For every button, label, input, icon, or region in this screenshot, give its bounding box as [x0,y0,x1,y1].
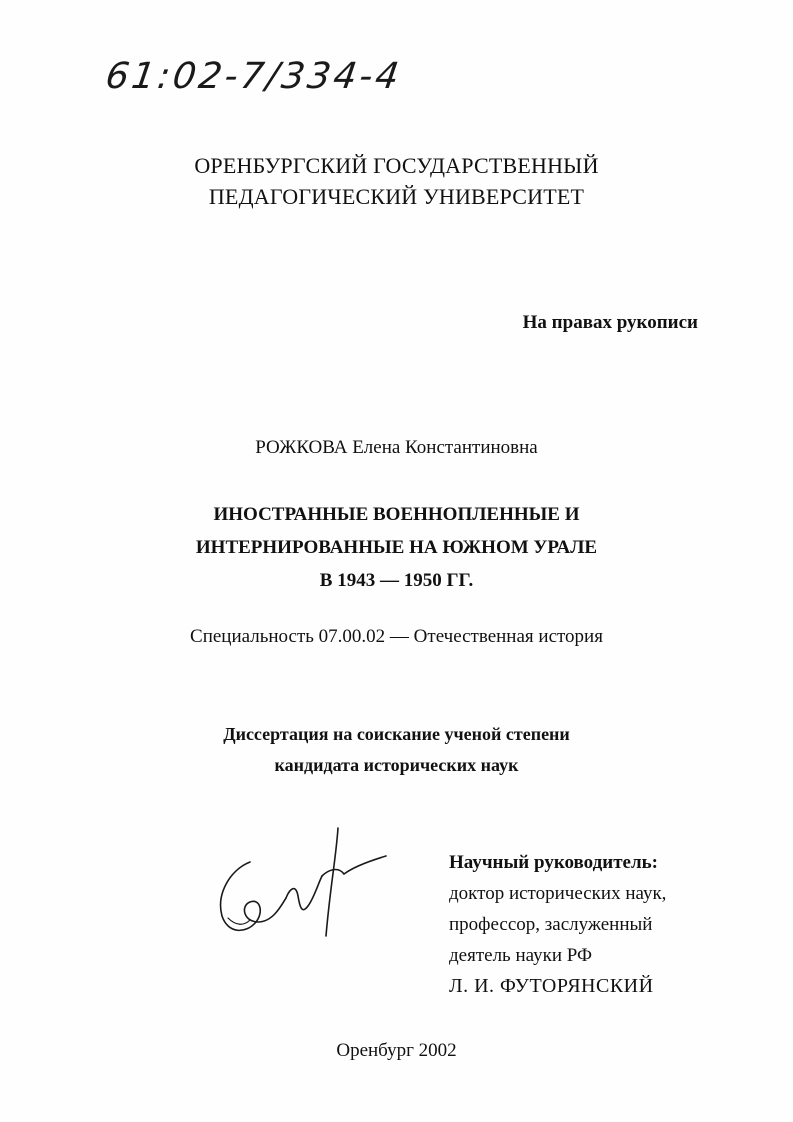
supervisor-name: Л. И. ФУТОРЯНСКИЙ [449,975,654,997]
institution-name [0,150,793,212]
specialty-line: Специальность 07.00.02 — Отечественная история [190,626,603,647]
author-name: РОЖКОВА Елена Константиновна [255,437,538,458]
degree-line-2: кандидата исторических наук [274,755,519,775]
supervisor-degree: доктор исторических наук, [449,883,667,904]
degree-statement [0,719,793,781]
title-line-2: ИНТЕРНИРОВАННЫЕ НА ЮЖНОМ УРАЛЕ [195,537,598,558]
supervisor-block [449,847,666,1002]
title-line-3: В 1943 — 1950 ГГ. [319,570,474,591]
institution-line-2: ПЕДАГОГИЧЕСКИЙ УНИВЕРСИТЕТ [208,184,585,209]
signature-stroke-middle [286,876,322,910]
manuscript-rights-note: На правах рукописи [522,312,698,333]
title-line-1: ИНОСТРАННЫЕ ВОЕННОПЛЕННЫЕ И [213,504,580,525]
signature-stroke-tail [322,856,386,876]
supervisor-honor: деятель науки РФ [449,945,593,966]
signature-image [210,818,400,948]
signature-stroke-underline [228,918,250,924]
supervisor-heading: Научный руководитель: [449,852,658,873]
degree-line-1: Диссертация на соискание ученой степени [223,724,570,744]
catalog-code-handwritten: 61:02-7/334-4 [103,56,405,97]
dissertation-title [0,498,793,597]
signature-stroke-vertical [326,828,338,936]
city-and-year: Оренбург 2002 [336,1040,457,1061]
institution-line-1: ОРЕНБУРГСКИЙ ГОСУДАРСТВЕННЫЙ [194,153,599,178]
supervisor-title: профессор, заслуженный [449,914,653,935]
